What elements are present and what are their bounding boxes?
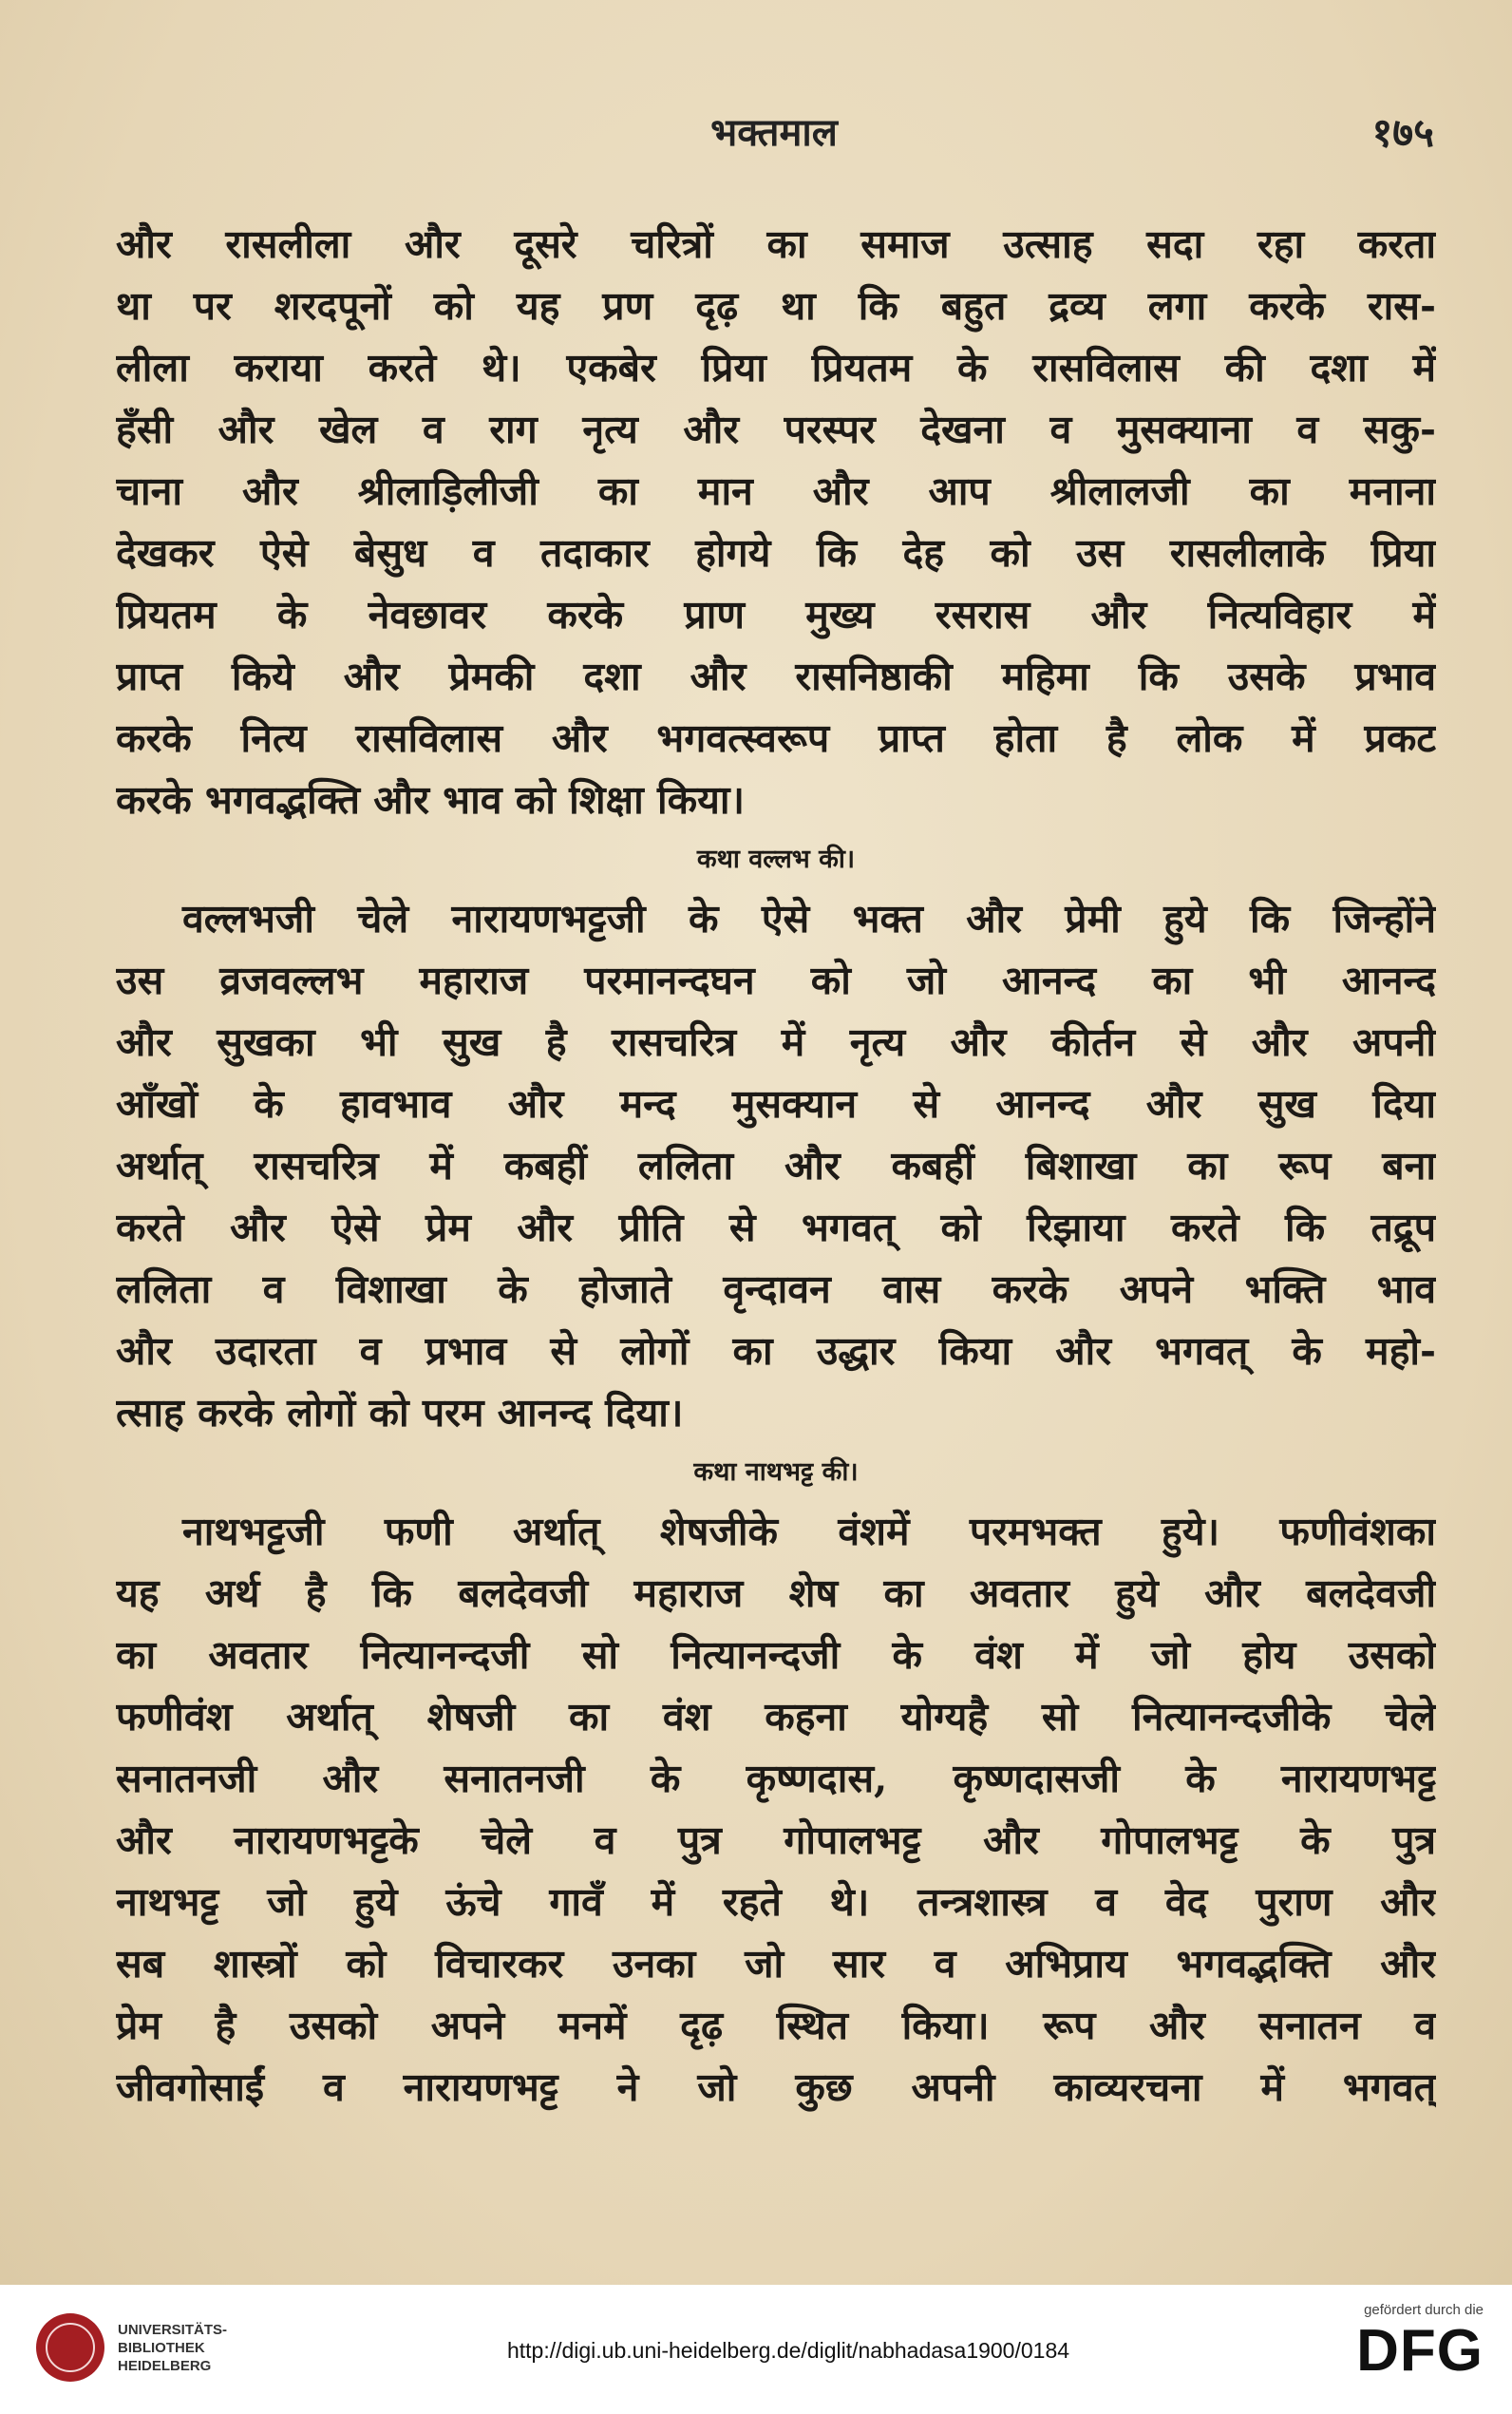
section-heading: कथा वल्लभ की।	[696, 845, 856, 874]
text-line: और रासलीला और दूसरे चरित्रों का समाज उत्साह सदा रहा करता	[116, 221, 1436, 267]
page-number: १७५	[1371, 109, 1434, 156]
text-line: का अवतार नित्यानन्दजी सो नित्यानन्दजी के वंश में जो होय उसको	[116, 1632, 1436, 1678]
text-line: आँखों के हावभाव और मन्द मुसक्यान से आनन्द और सुख दिया	[116, 1081, 1436, 1127]
text-line: सब शास्त्रों को विचारकर उनका जो सार व अभिप्राय भगवद्भक्ति और	[116, 1941, 1436, 1986]
university-library-logo[interactable]	[36, 2313, 264, 2389]
page-header	[114, 105, 1434, 162]
paragraph-2	[116, 888, 1436, 1444]
text-line: था पर शरदपूनों को यह प्रण दृढ़ था कि बहुत द्रव्य लगा करके रास-	[116, 283, 1436, 329]
text-line: करके भगवद्भक्ति और भाव को शिक्षा किया।	[116, 777, 746, 823]
paragraph-1	[116, 214, 1436, 831]
text-line: नाथभट्ट जो हुये ऊंचे गावँ में रहते थे। तन्त्रशास्त्र व वेद पुराण और	[116, 1879, 1436, 1925]
running-title: भक्तमाल	[710, 110, 838, 155]
text-line: फणीवंश अर्थात् शेषजी का वंश कहना योग्यहै सो नित्यानन्दजीके चेले	[116, 1694, 1436, 1739]
dfg-logo: DFG	[1356, 2318, 1484, 2384]
paragraph-3	[116, 1501, 1436, 2119]
text-line: प्रियतम के नेवछावर करके प्राण मुख्य रसरास और नित्यविहार में	[116, 592, 1436, 637]
text-line: चाना और श्रीलाड़िलीजी का मान और आप श्रीलालजी का मनाना	[116, 468, 1436, 514]
body-text	[116, 214, 1436, 2119]
text-line: और उदारता व प्रभाव से लोगों का उद्धार किया और भगवत् के महो-	[116, 1328, 1436, 1374]
viewer-footer	[0, 2285, 1512, 2414]
text-line: उस व्रजवल्लभ महाराज परमानन्दघन को जो आनन्द का भी आनन्द	[116, 958, 1436, 1003]
funder-block[interactable]	[1303, 2302, 1484, 2406]
funding-caption: gefördert durch die	[1364, 2302, 1484, 2318]
permalink[interactable]: http://digi.ub.uni-heidelberg.de/diglit/nabhadasa1900/0184	[506, 2338, 1070, 2363]
university-seal-icon	[36, 2313, 104, 2382]
text-line: सनातनजी और सनातनजी के कृष्णदास, कृष्णदासजी के नारायणभट्ट	[116, 1756, 1436, 1801]
text-line: करते और ऐसे प्रेम और प्रीति से भगवत् को रिझाया करते कि तद्रूप	[116, 1205, 1436, 1250]
text-line: जीवगोसाईं व नारायणभट्ट ने जो कुछ अपनी काव्यरचना में भगवत्	[116, 2064, 1436, 2110]
section-heading: कथा नाथभट्ट की।	[693, 1457, 859, 1487]
university-name: UNIVERSITÄTS- BIBLIOTHEK HEIDELBERG	[118, 2322, 228, 2374]
text-line: ललिता व विशाखा के होजाते वृन्दावन वास करके अपने भक्ति भाव	[116, 1266, 1436, 1312]
text-line: वल्लभजी चेले नारायणभट्टजी के ऐसे भक्त और प्रेमी हुये कि जिन्होंने	[182, 896, 1436, 941]
text-line: और नारायणभट्टके चेले व पुत्र गोपालभट्ट और गोपालभट्ट के पुत्र	[116, 1817, 1436, 1863]
text-line: हँसी और खेल व राग नृत्य और परस्पर देखना व मुसक्याना व सकु-	[116, 407, 1436, 452]
text-line: और सुखका भी सुख है रासचरित्र में नृत्य और कीर्तन से और अपनी	[116, 1019, 1436, 1065]
text-line: लीला कराया करते थे। एकबेर प्रिया प्रियतम के रासविलास की दशा में	[116, 345, 1436, 390]
text-line: प्रेम है उसको अपने मनमें दृढ़ स्थित किया। रूप और सनातन व	[116, 2003, 1436, 2048]
text-line: देखकर ऐसे बेसुध व तदाकार होगये कि देह को उस रासलीलाके प्रिया	[116, 530, 1436, 576]
text-line: प्राप्त किये और प्रेमकी दशा और रासनिष्ठाकी महिमा कि उसके प्रभाव	[116, 654, 1436, 699]
text-line: त्साह करके लोगों को परम आनन्द दिया।	[116, 1390, 684, 1435]
text-line: नाथभट्टजी फणी अर्थात् शेषजीके वंशमें परमभक्त हुये। फणीवंशका	[182, 1509, 1436, 1554]
text-line: करके नित्य रासविलास और भगवत्स्वरूप प्राप्त होता है लोक में प्रकट	[116, 715, 1436, 761]
text-line: यह अर्थ है कि बलदेवजी महाराज शेष का अवतार हुये और बलदेवजी	[116, 1570, 1436, 1616]
text-line: अर्थात् रासचरित्र में कबहीं ललिता और कबहीं बिशाखा का रूप बना	[116, 1143, 1436, 1188]
